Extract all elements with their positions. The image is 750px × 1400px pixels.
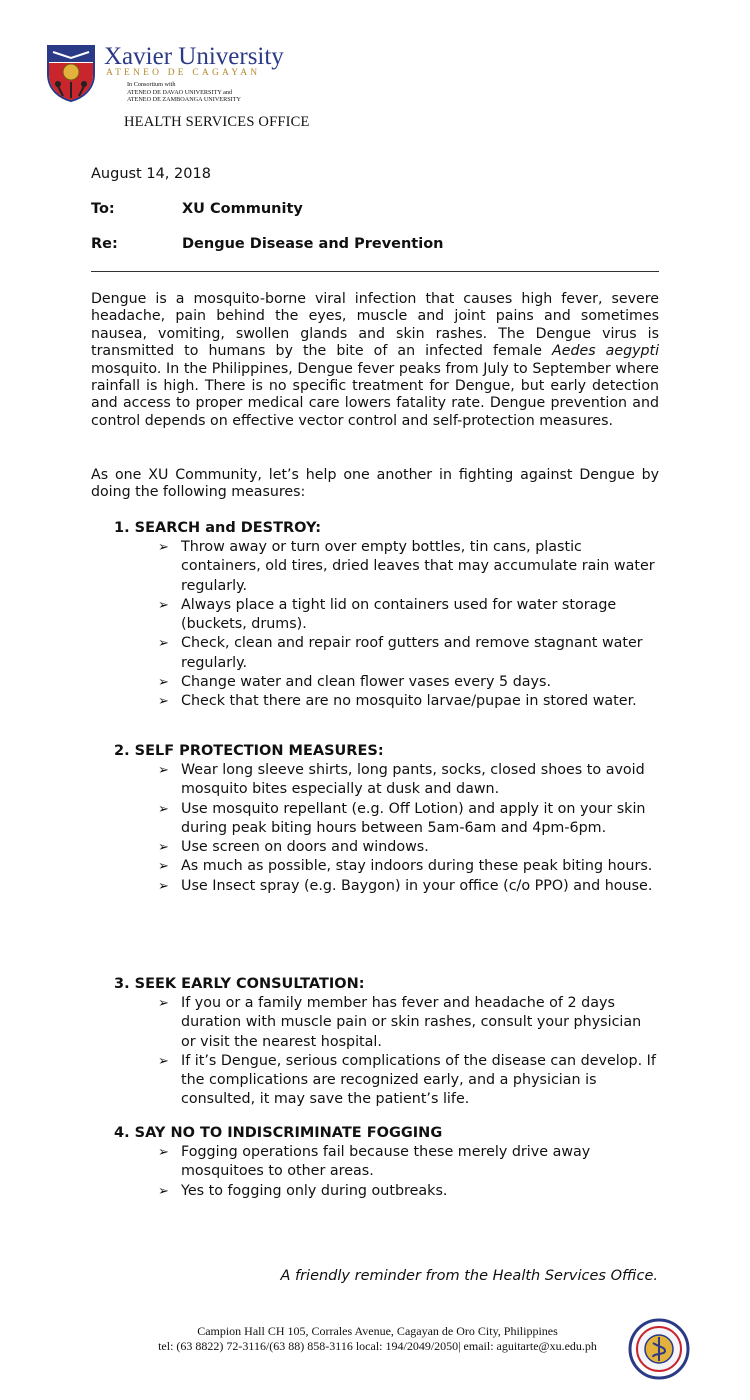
arrow-bullet-icon: ➢ <box>158 996 169 1011</box>
footer-contact <box>100 1324 655 1354</box>
item-text: Check, clean and repair roof gutters and remove stagnant water regularly. <box>181 635 643 671</box>
section-title: 1. SEARCH and DESTROY: <box>114 520 322 536</box>
arrow-bullet-icon: ➢ <box>158 878 169 894</box>
university-name: Xavier University <box>104 43 284 70</box>
arrow-bullet-icon: ➢ <box>158 763 169 778</box>
closing-reminder: A friendly reminder from the Health Services Office. <box>280 1268 658 1284</box>
list-item <box>158 634 658 673</box>
item-text: If it’s Dengue, serious complications of the disease can develop. If the complications are recognized early, and a physician is consulted, it may save the patient’s life. <box>181 1052 656 1108</box>
to-label: To: <box>91 201 115 217</box>
arrow-bullet-icon: ➢ <box>158 1053 169 1069</box>
re-value: Dengue Disease and Prevention <box>182 236 444 252</box>
section-list <box>158 761 658 896</box>
list-item <box>158 673 658 692</box>
item-text: Check that there are no mosquito larvae/pupae in stored water. <box>181 693 637 710</box>
list-item <box>158 761 658 800</box>
arrow-bullet-icon: ➢ <box>158 694 169 710</box>
item-text: Use mosquito repellant (e.g. Off Lotion) and apply it on your skin during peak biting hours between 5am-6am and 4pm-6pm. <box>181 800 646 836</box>
list-item <box>158 838 658 857</box>
memo-re-row <box>91 236 444 252</box>
consortium-line: In Consortium with <box>127 81 176 88</box>
item-text: Fogging operations fail because these merely drive away mosquitoes to other areas. <box>181 1144 591 1180</box>
list-item <box>158 800 658 839</box>
arrow-bullet-icon: ➢ <box>158 1145 169 1160</box>
arrow-bullet-icon: ➢ <box>158 859 169 875</box>
item-text: Use Insect spray (e.g. Baygon) in your office (c/o PPO) and house. <box>181 877 653 894</box>
university-crest-icon <box>46 44 96 102</box>
section-title: 4. SAY NO TO INDISCRIMINATE FOGGING <box>114 1125 443 1141</box>
memo-date: August 14, 2018 <box>91 166 211 182</box>
memo-to-row <box>91 201 303 217</box>
list-item <box>158 692 658 711</box>
species-name: Aedes aegypti <box>552 343 660 360</box>
arrow-bullet-icon: ➢ <box>158 801 169 817</box>
intro-text-cont: mosquito. In the Philippines, Dengue fever peaks from July to September where rainfall is high. There is no specific treatment for Dengue, but early detection and access to proper medical care lowers fatality rate. Dengue prevention and control depends on effective vector control and self-protection measures. <box>91 360 659 429</box>
health-services-seal-icon <box>628 1318 690 1380</box>
section-list <box>158 1143 658 1201</box>
list-item <box>158 1143 658 1182</box>
list-item <box>158 994 658 1052</box>
university-subtitle: ATENEO DE CAGAYAN <box>106 68 261 78</box>
office-name: HEALTH SERVICES OFFICE <box>124 114 310 130</box>
section-title: 2. SELF PROTECTION MEASURES: <box>114 743 384 759</box>
call-to-action: As one XU Community, let’s help one another in fighting against Dengue by doing the following measures: <box>91 467 659 501</box>
intro-paragraph <box>91 291 659 430</box>
arrow-bullet-icon: ➢ <box>158 840 169 856</box>
item-text: If you or a family member has fever and headache of 2 days duration with muscle pain or skin rashes, consult your physician or visit the nearest hospital. <box>181 995 642 1050</box>
item-text: Change water and clean flower vases every 5 days. <box>181 674 551 691</box>
consortium-note <box>127 81 241 104</box>
to-value: XU Community <box>182 201 303 217</box>
list-item <box>158 857 658 876</box>
footer-address: Campion Hall CH 105, Corrales Avenue, Cagayan de Oro City, Philippines <box>197 1324 558 1338</box>
arrow-bullet-icon: ➢ <box>158 675 169 691</box>
item-text: As much as possible, stay indoors during these peak biting hours. <box>181 858 653 875</box>
item-text: Yes to fogging only during outbreaks. <box>181 1182 448 1199</box>
intro-text: Dengue is a mosquito-borne viral infection that causes high fever, severe headache, pain behind the eyes, muscle and joint pains and sometimes nausea, vomiting, swollen glands and skin rashes. The Dengue virus is transmitted to humans by the bite of an infected female <box>91 291 659 360</box>
list-item <box>158 1052 658 1110</box>
section-list <box>158 538 658 712</box>
arrow-bullet-icon: ➢ <box>158 636 169 652</box>
section-list <box>158 994 658 1110</box>
arrow-bullet-icon: ➢ <box>158 597 169 613</box>
list-item <box>158 1182 658 1201</box>
re-label: Re: <box>91 236 118 252</box>
consortium-line: ATENEO DE ZAMBOANGA UNIVERSITY <box>127 96 241 104</box>
list-item <box>158 596 658 635</box>
list-item <box>158 538 658 596</box>
section-title: 3. SEEK EARLY CONSULTATION: <box>114 976 365 992</box>
item-text: Wear long sleeve shirts, long pants, socks, closed shoes to avoid mosquito bites especially at dusk and dawn. <box>181 762 645 798</box>
item-text: Throw away or turn over empty bottles, tin cans, plastic containers, old tires, dried leaves that may accumulate rain water regularly. <box>181 539 655 594</box>
item-text: Always place a tight lid on containers used for water storage (buckets, drums). <box>181 596 617 633</box>
arrow-bullet-icon: ➢ <box>158 540 169 555</box>
header-divider <box>91 271 659 272</box>
arrow-bullet-icon: ➢ <box>158 1183 169 1199</box>
consortium-line: ATENEO DE DAVAO UNIVERSITY and <box>127 88 233 96</box>
list-item <box>158 877 658 896</box>
footer-phone-email: tel: (63 8822) 72-3116/(63 88) 858-3116 local: 194/2049/2050| email: aguitarte@xu.edu.ph <box>158 1339 597 1353</box>
item-text: Use screen on doors and windows. <box>181 839 429 856</box>
